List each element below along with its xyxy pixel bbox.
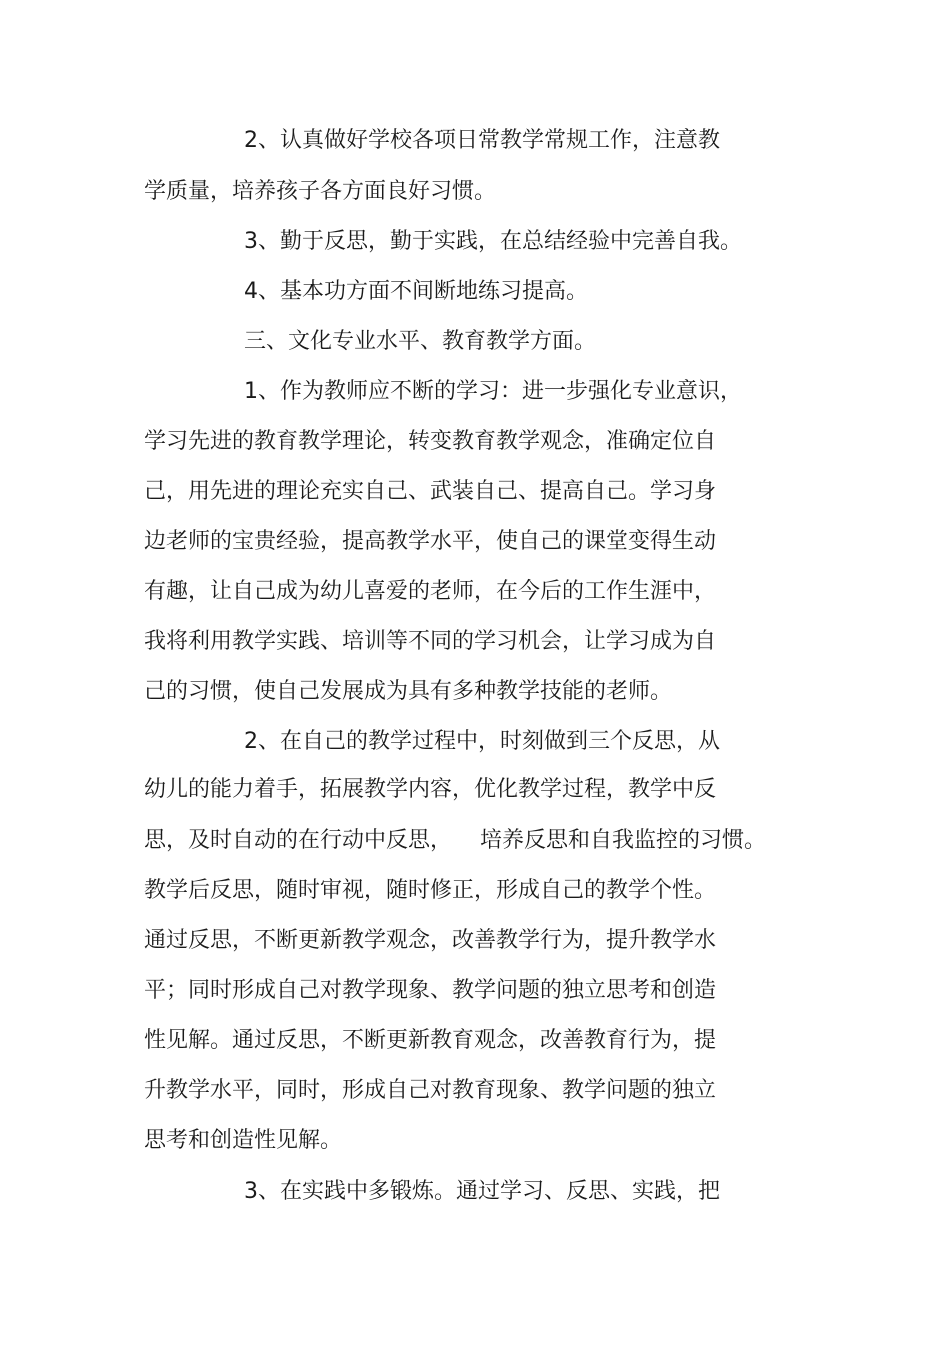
text-line: 教学后反思，随时审视，随时修正，形成自己的教学个性。 bbox=[144, 878, 717, 903]
text-line: 己的习惯，使自己发展成为具有多种教学技能的老师。 bbox=[144, 679, 673, 704]
text-line: 通过反思，不断更新教学观念，改善教学行为，提升教学水 bbox=[144, 928, 717, 953]
text-line: 3、在实践中多锻炼。通过学习、反思、实践，把 bbox=[244, 1179, 720, 1204]
text-line: 幼儿的能力着手，拓展教学内容，优化教学过程，教学中反 bbox=[144, 777, 717, 802]
text-line: 我将利用教学实践、培训等不同的学习机会，让学习成为自 bbox=[144, 629, 717, 654]
text-line: 有趣，让自己成为幼儿喜爱的老师，在今后的工作生涯中， bbox=[144, 579, 717, 604]
text-line: 思，及时自动的在行动中反思， 培养反思和自我监控的习惯。 bbox=[144, 828, 766, 853]
text-line: 2、在自己的教学过程中，时刻做到三个反思，从 bbox=[244, 729, 720, 754]
text-line: 3、勤于反思，勤于实践，在总结经验中完善自我。 bbox=[244, 229, 742, 254]
text-line: 学习先进的教育教学理论，转变教育教学观念，准确定位自 bbox=[144, 429, 717, 454]
text-line: 4、基本功方面不间断地练习提高。 bbox=[244, 279, 588, 304]
text-line: 2、认真做好学校各项日常教学常规工作，注意教 bbox=[244, 128, 720, 153]
text-line: 思考和创造性见解。 bbox=[144, 1128, 343, 1153]
text-line: 己，用先进的理论充实自己、武装自己、提高自己。学习身 bbox=[144, 479, 717, 504]
text-line: 1、作为教师应不断的学习：进一步强化专业意识， bbox=[244, 379, 742, 404]
section-heading: 三、文化专业水平、教育教学方面。 bbox=[244, 329, 597, 354]
text-line: 边老师的宝贵经验，提高教学水平，使自己的课堂变得生动 bbox=[144, 529, 717, 554]
text-line: 升教学水平，同时，形成自己对教育现象、教学问题的独立 bbox=[144, 1078, 717, 1103]
text-line: 学质量，培养孩子各方面良好习惯。 bbox=[144, 179, 497, 204]
text-line: 平；同时形成自己对教学现象、教学问题的独立思考和创造 bbox=[144, 978, 717, 1003]
text-line: 性见解。通过反思，不断更新教育观念，改善教育行为，提 bbox=[144, 1028, 717, 1053]
